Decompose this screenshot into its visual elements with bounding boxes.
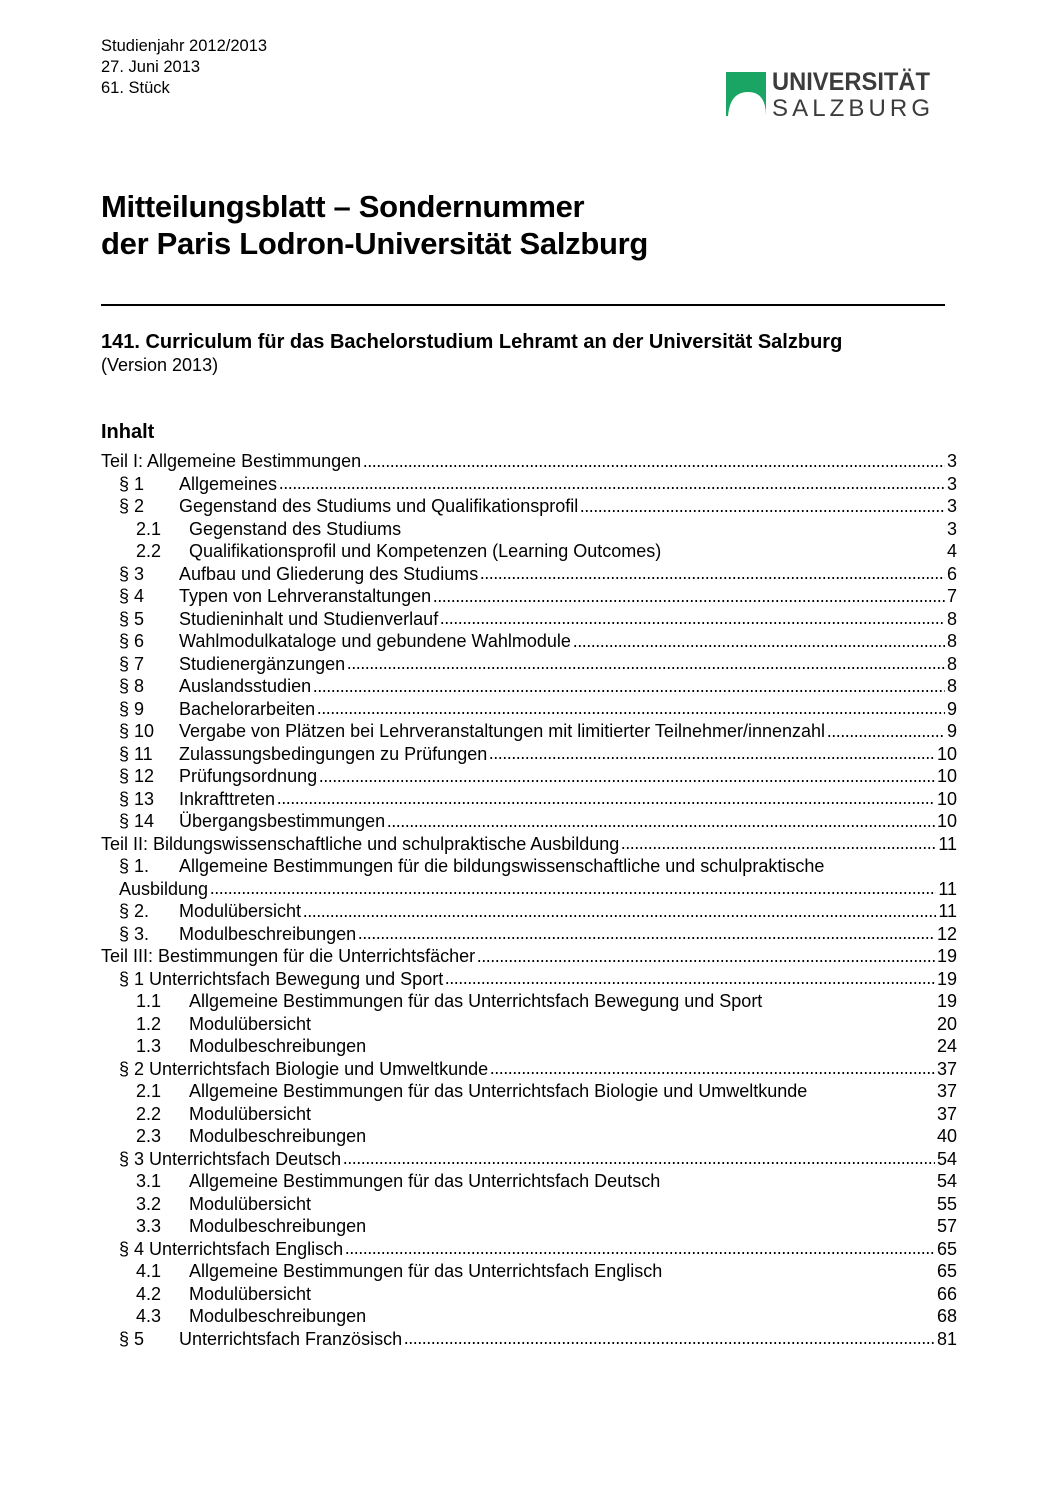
toc-entry-page: 10	[936, 766, 957, 786]
toc-entry-page: 20	[936, 1013, 957, 1034]
toc-entry-number: 4.2	[136, 1283, 162, 1304]
toc-entry[interactable]	[101, 1058, 957, 1081]
toc-entry-page: 3	[946, 451, 957, 471]
dot-leader	[404, 1335, 935, 1345]
toc-entry-title: Auslandsstudien	[179, 676, 312, 696]
toc-entry-number: § 5	[119, 608, 145, 629]
toc-entry-number: 4.3	[136, 1306, 162, 1326]
toc-entry-number: § 1	[119, 473, 145, 494]
dot-leader	[433, 593, 945, 603]
toc-entry[interactable]	[101, 1035, 957, 1058]
university-salzburg-logo	[726, 68, 932, 120]
toc-entry-title: Modulbeschreibungen	[179, 923, 357, 944]
toc-entry-title: Qualifikationsprofil und Kompetenzen (Learning Outcomes)	[189, 541, 662, 561]
toc-entry-number: § 3.	[119, 923, 150, 944]
toc-entry-number: § 9	[119, 698, 145, 719]
toc-entry[interactable]	[101, 720, 957, 743]
toc-entry-page: 55	[936, 1193, 957, 1214]
toc-entry-number: 3.1	[136, 1171, 162, 1191]
table-of-contents	[101, 450, 957, 1350]
toc-entry-title: Teil I: Allgemeine Bestimmungen	[101, 451, 362, 471]
toc-entry[interactable]	[101, 990, 957, 1013]
toc-entry-title: Allgemeines	[179, 473, 278, 494]
toc-entry[interactable]	[101, 473, 957, 496]
toc-entry-title: § 4 Unterrichtsfach Englisch	[119, 1238, 344, 1259]
toc-entry-number: 2.2	[136, 1103, 162, 1124]
toc-entry[interactable]	[101, 1103, 957, 1126]
toc-entry[interactable]	[101, 608, 957, 631]
toc-entry[interactable]	[101, 1215, 957, 1238]
toc-entry-page: 57	[936, 1216, 957, 1236]
toc-entry-page: 65	[936, 1261, 957, 1281]
toc-entry-title: Allgemeine Bestimmungen für das Unterrichtsfach Englisch	[189, 1261, 663, 1281]
toc-entry-number: § 2	[119, 496, 145, 516]
issue-number: 61. Stück	[101, 79, 170, 97]
toc-entry-title: § 1 Unterrichtsfach Bewegung und Sport	[119, 968, 444, 989]
toc-entry-page: 8	[946, 653, 957, 674]
toc-entry-page: 19	[936, 946, 957, 966]
toc-entry-number: § 10	[119, 721, 155, 741]
toc-entry-title: Studienergänzungen	[179, 653, 346, 674]
toc-entry-title: Allgemeine Bestimmungen für das Unterrichtsfach Biologie und Umweltkunde	[189, 1081, 808, 1101]
toc-entry-page: 66	[936, 1283, 957, 1304]
toc-entry-number: 3.2	[136, 1193, 162, 1214]
toc-entry-number: § 14	[119, 811, 155, 831]
toc-entry-page: 9	[946, 721, 957, 741]
toc-entry-page: 10	[936, 743, 957, 764]
toc-entry-page: 81	[936, 1328, 957, 1349]
dot-leader	[358, 930, 935, 940]
toc-entry-page: 3	[946, 473, 957, 494]
toc-entry-page: 19	[936, 968, 957, 989]
toc-entry-title: Modulübersicht	[189, 1103, 312, 1124]
toc-entry[interactable]	[101, 1238, 957, 1261]
toc-entry-title: Modulbeschreibungen	[189, 1216, 367, 1236]
toc-entry[interactable]	[101, 563, 957, 586]
toc-entry-number: § 3	[119, 563, 145, 584]
toc-entry-page: 10	[936, 788, 957, 809]
dot-leader	[313, 683, 945, 693]
toc-entry[interactable]	[101, 923, 957, 946]
dot-leader	[580, 503, 945, 513]
toc-entry-number: § 8	[119, 676, 145, 696]
toc-entry-number: § 4	[119, 586, 145, 606]
toc-entry-title: Modulbeschreibungen	[189, 1126, 367, 1146]
toc-entry[interactable]	[101, 585, 957, 608]
title-line-1: Mitteilungsblatt – Sondernummer	[101, 189, 585, 224]
toc-entry[interactable]	[101, 1013, 957, 1036]
toc-entry[interactable]	[101, 810, 957, 833]
toc-entry[interactable]	[101, 1328, 957, 1351]
divider	[101, 304, 945, 306]
dot-leader	[489, 750, 935, 760]
toc-entry-title: Aufbau und Gliederung des Studiums	[179, 563, 479, 584]
toc-entry-page: 6	[946, 563, 957, 584]
toc-entry-page: 8	[946, 676, 957, 696]
issue-date: 27. Juni 2013	[101, 58, 201, 76]
toc-entry-title: Bachelorarbeiten	[179, 698, 316, 719]
toc-entry-title: Inkrafttreten	[179, 788, 276, 809]
toc-entry-number: 4.1	[136, 1261, 162, 1281]
toc-entry-number: § 7	[119, 653, 145, 674]
title-line-2: der Paris Lodron-Universität Salzburg	[101, 226, 649, 261]
toc-entry[interactable]	[101, 900, 957, 923]
dot-leader	[490, 1065, 935, 1075]
toc-entry[interactable]	[101, 855, 957, 878]
toc-entry-title: Modulübersicht	[179, 901, 302, 921]
dot-leader	[387, 818, 935, 828]
toc-entry[interactable]	[101, 1125, 957, 1148]
dot-leader	[277, 795, 935, 805]
toc-heading: Inhalt	[101, 421, 155, 443]
toc-entry[interactable]	[101, 968, 957, 991]
toc-entry-page: 7	[946, 586, 957, 606]
toc-entry[interactable]	[101, 698, 957, 721]
toc-entry-page: 12	[936, 923, 957, 944]
toc-entry-page: 8	[946, 608, 957, 629]
toc-entry-number: § 1.	[119, 856, 150, 876]
svg-text:UNIVERSITÄT: UNIVERSITÄT	[772, 68, 930, 96]
svg-text:SALZBURG: SALZBURG	[772, 95, 930, 120]
dot-leader	[621, 840, 936, 850]
dot-leader	[440, 615, 945, 625]
toc-entry-number: 1.1	[136, 991, 162, 1011]
toc-entry-title: Allgemeine Bestimmungen für das Unterrichtsfach Bewegung und Sport	[189, 991, 763, 1011]
toc-entry[interactable]	[101, 1193, 957, 1216]
toc-entry-title: Typen von Lehrveranstaltungen	[179, 586, 432, 606]
toc-entry[interactable]	[101, 1260, 957, 1283]
dot-leader	[347, 660, 945, 670]
toc-entry-page: 37	[936, 1058, 957, 1079]
toc-entry-page: 40	[936, 1126, 957, 1146]
toc-entry-title: Ausbildung	[119, 878, 209, 899]
toc-entry-title: Allgemeine Bestimmungen für das Unterrichtsfach Deutsch	[189, 1171, 661, 1191]
toc-entry[interactable]	[101, 675, 957, 698]
dot-leader	[477, 953, 935, 963]
toc-entry[interactable]	[101, 540, 957, 563]
toc-entry-title: Gegenstand des Studiums und Qualifikationsprofil	[179, 496, 579, 516]
toc-entry-page: 11	[938, 901, 957, 921]
dot-leader	[210, 885, 936, 895]
toc-entry[interactable]	[101, 878, 957, 901]
toc-entry-title: Modulübersicht	[189, 1193, 312, 1214]
toc-entry-number: § 2.	[119, 901, 150, 921]
page-title	[101, 188, 648, 262]
toc-entry-title: Teil III: Bestimmungen für die Unterrichtsfächer	[101, 946, 476, 966]
toc-entry[interactable]	[101, 1080, 957, 1103]
toc-entry-title: § 2 Unterrichtsfach Biologie und Umweltkunde	[119, 1058, 489, 1079]
toc-entry-number: § 12	[119, 766, 155, 786]
toc-entry-page: 3	[946, 496, 957, 516]
toc-entry-title: Gegenstand des Studiums	[189, 518, 402, 539]
toc-entry-page: 24	[936, 1036, 957, 1056]
toc-entry-page: 8	[946, 631, 957, 651]
toc-entry-number: § 5	[119, 1328, 145, 1349]
dot-leader	[279, 480, 945, 490]
toc-entry-title: Prüfungsordnung	[179, 766, 318, 786]
toc-entry-title: Übergangsbestimmungen	[179, 811, 386, 831]
toc-entry-number: § 6	[119, 631, 145, 651]
dot-leader	[480, 570, 945, 580]
toc-entry-page: 10	[936, 811, 957, 831]
dot-leader	[319, 773, 935, 783]
toc-entry-title: Teil II: Bildungswissenschaftliche und schulpraktische Ausbildung	[101, 833, 620, 854]
toc-entry-title: Wahlmodulkataloge und gebundene Wahlmodule	[179, 631, 571, 651]
toc-entry[interactable]	[101, 1148, 957, 1171]
toc-entry[interactable]	[101, 450, 957, 473]
dot-leader	[363, 458, 945, 468]
toc-entry[interactable]	[101, 788, 957, 811]
toc-entry[interactable]	[101, 630, 957, 653]
dot-leader	[573, 638, 945, 648]
dot-leader	[303, 908, 936, 918]
toc-entry-page: 37	[936, 1081, 957, 1101]
toc-entry-title: Zulassungsbedingungen zu Prüfungen	[179, 743, 488, 764]
toc-entry-page: 68	[936, 1306, 957, 1326]
toc-entry-title: Unterrichtsfach Französisch	[179, 1328, 403, 1349]
toc-entry[interactable]	[101, 495, 957, 518]
toc-entry-number: 3.3	[136, 1216, 162, 1236]
toc-entry-number: 2.1	[136, 518, 162, 539]
toc-entry-title: Modulbeschreibungen	[189, 1036, 367, 1056]
toc-entry-page: 65	[936, 1238, 957, 1259]
toc-entry[interactable]	[101, 518, 957, 541]
toc-entry-page: 37	[936, 1103, 957, 1124]
toc-entry-page: 4	[946, 541, 957, 561]
dot-leader	[317, 705, 945, 715]
toc-entry[interactable]	[101, 833, 957, 856]
dot-leader	[445, 975, 935, 985]
toc-entry-number: 1.2	[136, 1013, 162, 1034]
toc-entry-page: 54	[936, 1148, 957, 1169]
toc-entry[interactable]	[101, 1305, 957, 1328]
toc-entry-page: 11	[938, 833, 957, 854]
toc-entry-page: 11	[938, 878, 957, 899]
toc-entry-title: Allgemeine Bestimmungen für die bildungswissenschaftliche und schulpraktische	[179, 856, 825, 876]
toc-entry-number: 1.3	[136, 1036, 162, 1056]
dot-leader	[343, 1155, 935, 1165]
study-year: Studienjahr 2012/2013	[101, 37, 268, 55]
toc-entry[interactable]	[101, 653, 957, 676]
toc-entry-page: 54	[936, 1171, 957, 1191]
document-heading: 141. Curriculum für das Bachelorstudium Lehramt an der Universität Salzburg	[101, 331, 843, 353]
toc-entry-title: Modulübersicht	[189, 1283, 312, 1304]
dot-leader	[827, 728, 945, 738]
document-version: (Version 2013)	[101, 355, 219, 375]
toc-entry[interactable]	[101, 765, 957, 788]
toc-entry[interactable]	[101, 743, 957, 766]
toc-entry-title: Modulübersicht	[189, 1013, 312, 1034]
dot-leader	[345, 1245, 935, 1255]
toc-entry-title: § 3 Unterrichtsfach Deutsch	[119, 1148, 342, 1169]
toc-entry-number: 2.3	[136, 1126, 162, 1146]
toc-entry-page: 19	[936, 991, 957, 1011]
toc-entry-page: 3	[946, 518, 957, 539]
toc-entry-number: § 13	[119, 788, 155, 809]
toc-entry-number: § 11	[119, 743, 153, 764]
document-meta	[101, 36, 267, 99]
toc-entry-title: Modulbeschreibungen	[189, 1306, 367, 1326]
toc-entry-page: 9	[946, 698, 957, 719]
toc-entry-title: Studieninhalt und Studienverlauf	[179, 608, 439, 629]
toc-entry-number: 2.2	[136, 541, 162, 561]
toc-entry-title: Vergabe von Plätzen bei Lehrveranstaltungen mit limitierter Teilnehmer/innenzahl	[179, 721, 826, 741]
toc-entry[interactable]	[101, 1283, 957, 1306]
toc-entry-number: 2.1	[136, 1081, 162, 1101]
toc-entry[interactable]	[101, 945, 957, 968]
toc-entry[interactable]	[101, 1170, 957, 1193]
